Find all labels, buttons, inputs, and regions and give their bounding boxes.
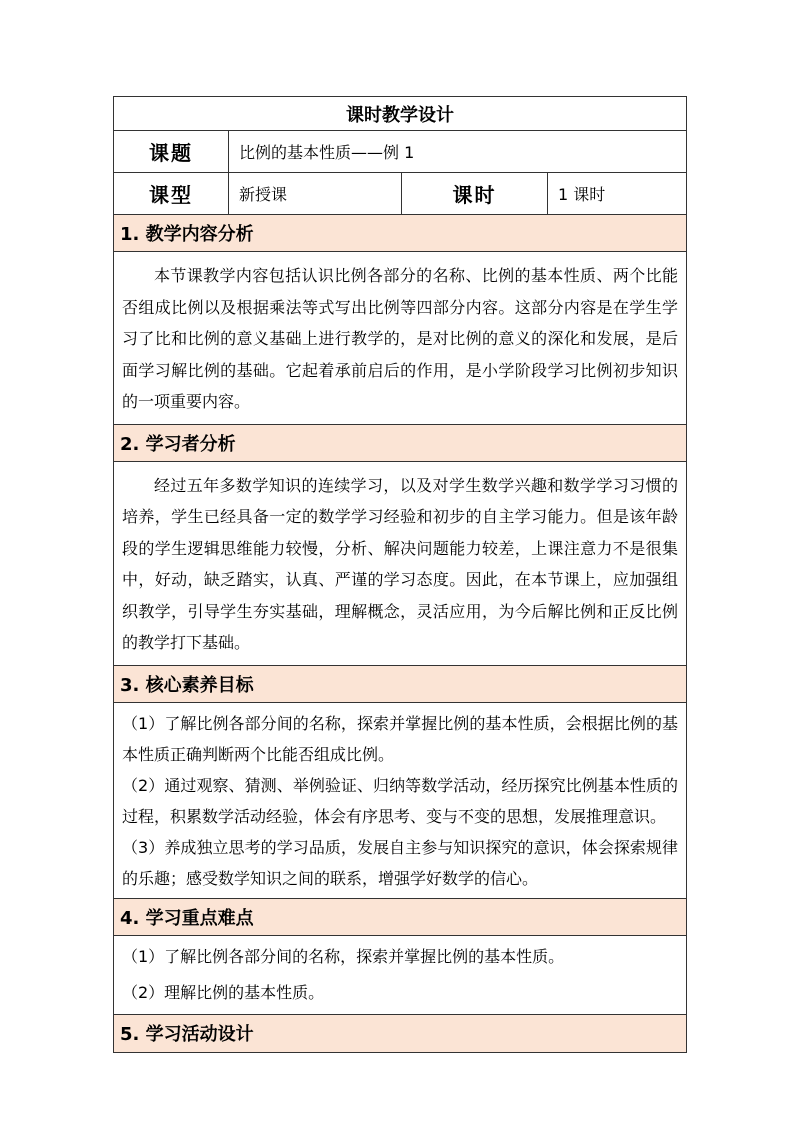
section-heading-core-goals: 3. 核心素养目标: [114, 666, 686, 703]
goal-item: （1）了解比例各部分间的名称，探索并掌握比例的基本性质，会根据比例的基本性质正确判断两个比能否组成比例。: [122, 713, 678, 764]
goal-item: （2）通过观察、猜测、举例验证、归纳等数学活动，经历探究比例基本性质的过程，积累数学活动经验，体会有序思考、变与不变的思想，发展推理意识。: [122, 775, 678, 826]
section-heading-content-analysis: 1. 教学内容分析: [114, 215, 686, 252]
type-label: 课型: [149, 183, 193, 207]
period-value: 1 课时: [547, 173, 686, 214]
topic-label: 课题: [149, 141, 193, 165]
type-row: [114, 173, 686, 215]
section-heading-key-difficulties: 4. 学习重点难点: [114, 899, 686, 936]
goal-item: （3）养成独立思考的学习品质，发展自主参与知识探究的意识，体会探索规律的乐趣；感受数学知识之间的联系，增强学好数学的信心。: [122, 837, 678, 888]
core-goals-list: [114, 703, 686, 899]
topic-value: 比例的基本性质——例 1: [228, 131, 686, 172]
difficulty-item: （1）了解比例各部分间的名称，探索并掌握比例的基本性质。: [122, 946, 565, 966]
period-label: 课时: [401, 173, 547, 214]
topic-row: [114, 131, 686, 173]
lesson-design-table: [113, 96, 687, 1053]
table-title: 课时教学设计: [114, 97, 686, 131]
section-heading-learner-analysis: 2. 学习者分析: [114, 425, 686, 462]
content-analysis-text: 本节课教学内容包括认识比例各部分的名称、比例的基本性质、两个比能否组成比例以及根据乘法等式写出比例等四部分内容。这部分内容是在学生学习了比和比例的意义基础上进行教学的，是对比例的意义的深化和发展，是后面学习解比例的基础。它起着承前启后的作用，是小学阶段学习比例初步知识的一项重要内容。: [114, 252, 686, 425]
difficulty-item: （2）理解比例的基本性质。: [122, 982, 325, 1002]
key-difficulties-list: [114, 936, 686, 1015]
section-heading-activity-design: 5. 学习活动设计: [114, 1015, 686, 1052]
learner-analysis-text: 经过五年多数学知识的连续学习，以及对学生数学兴趣和数学学习习惯的培养，学生已经具备一定的数学学习经验和初步的自主学习能力。但是该年龄段的学生逻辑思维能力较慢，分析、解决问题能力较差，上课注意力不是很集中，好动，缺乏踏实，认真、严谨的学习态度。因此，在本节课上，应加强组织教学，引导学生夯实基础，理解概念，灵活应用，为今后解比例和正反比例的教学打下基础。: [114, 462, 686, 666]
type-value: 新授课: [228, 173, 401, 214]
